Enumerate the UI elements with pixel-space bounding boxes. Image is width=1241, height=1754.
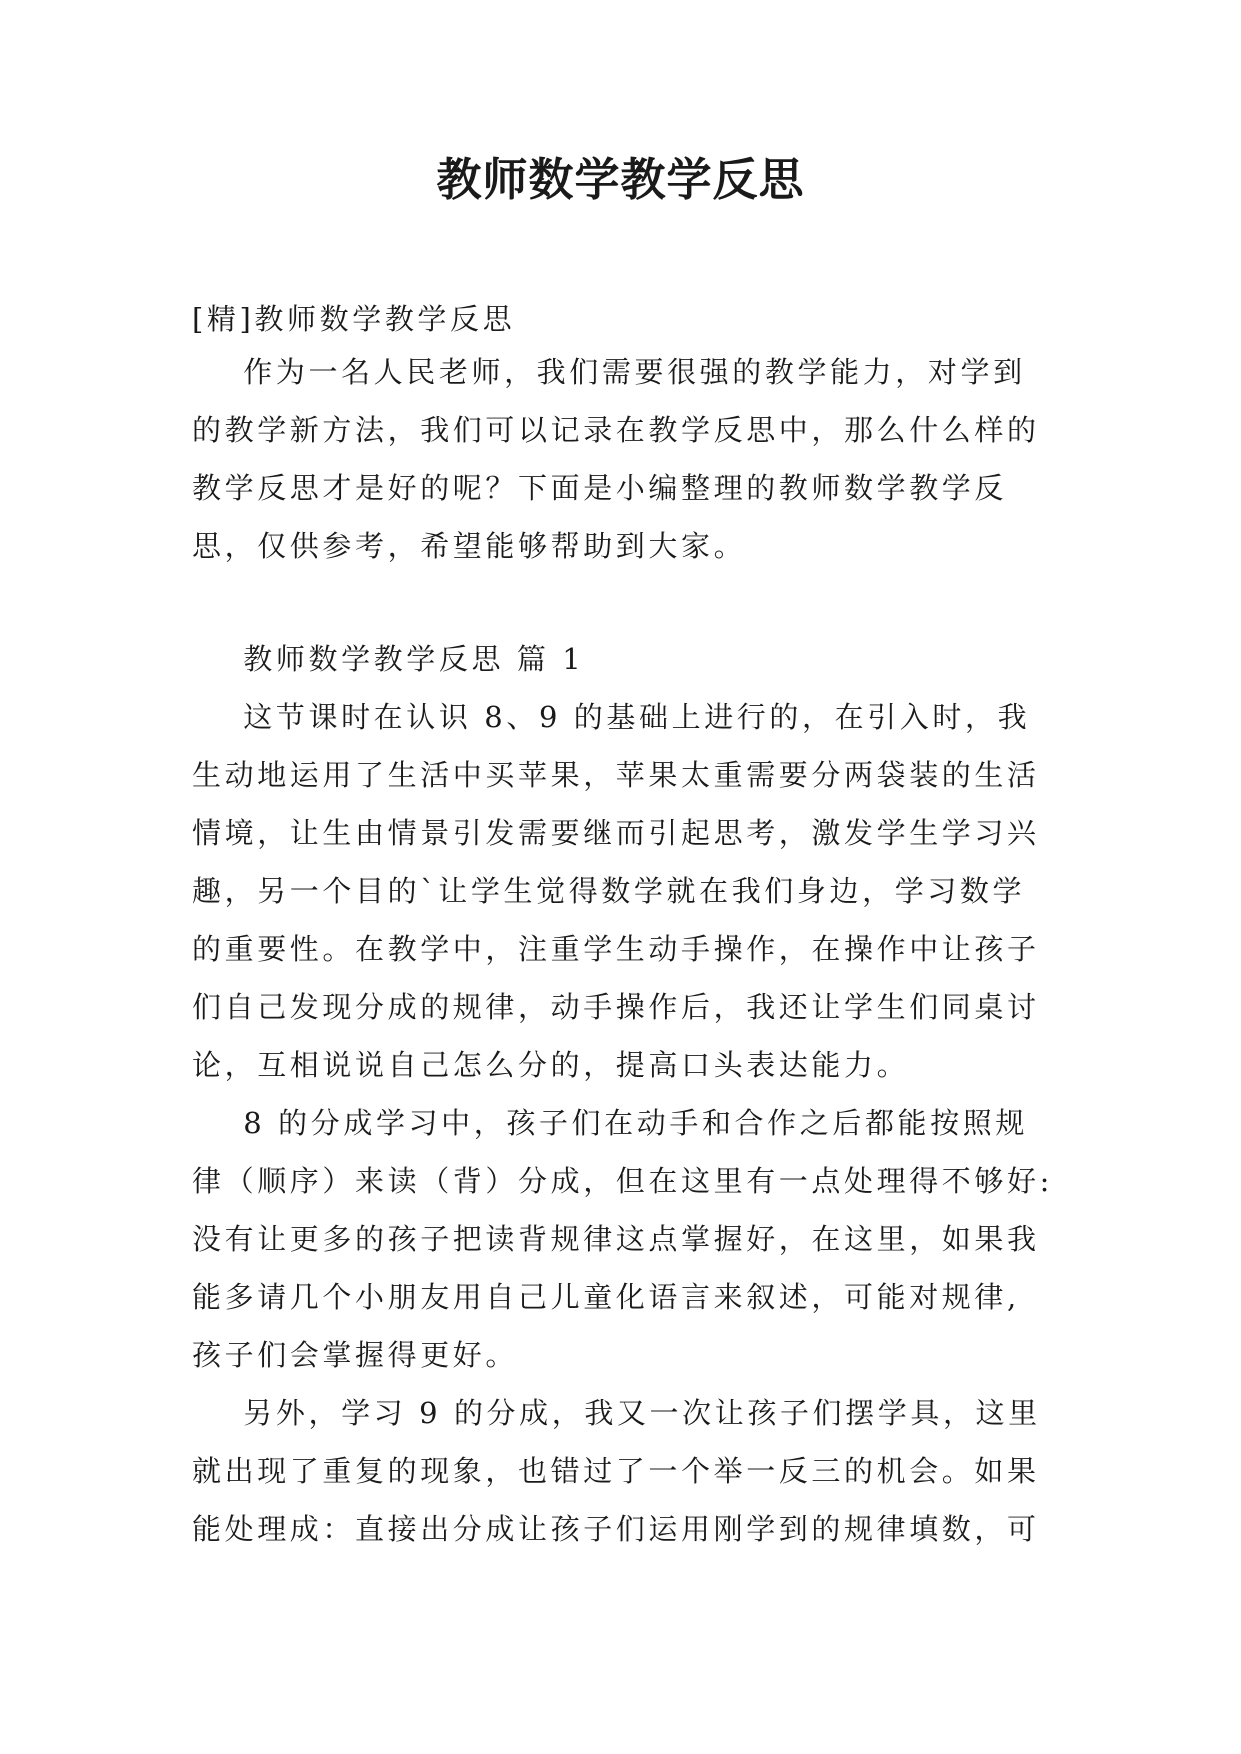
section-heading: 教师数学教学反思 篇 1 [192,642,585,676]
section-body [192,630,1053,1558]
subtitle-line: [精]教师数学教学反思 [192,302,516,336]
intro-paragraph [192,343,1048,575]
intro-line: 思，仅供参考，希望能够帮助到大家。 [192,529,747,563]
intro-line: 作为一名人民老师，我们需要很强的教学能力，对学到 [192,355,1026,389]
body-line: 生动地运用了生活中买苹果，苹果太重需要分两袋装的生活 [192,758,1040,792]
body-line: 没有让更多的孩子把读背规律这点掌握好，在这里，如果我 [192,1222,1040,1256]
body-line: 趣，另一个目的`让学生觉得数学就在我们身边，学习数学 [192,874,1026,908]
body-line: 律（顺序）来读（背）分成，但在这里有一点处理得不够好: [192,1164,1053,1198]
body-line: 论，互相说说自己怎么分的，提高口头表达能力。 [192,1048,910,1082]
body-line: 就出现了重复的现象，也错过了一个举一反三的机会。如果 [192,1454,1040,1488]
intro-line: 教学反思才是好的呢？下面是小编整理的教师数学教学反 [192,471,1008,505]
document-subtitle [192,290,1048,348]
document-title: 教师数学教学反思 [436,153,805,206]
body-line: 的重要性。在教学中，注重学生动手操作，在操作中让孩子 [192,932,1040,966]
body-line: 们自己发现分成的规律，动手操作后，我还让学生们同桌讨 [192,990,1040,1024]
intro-line: 的教学新方法，我们可以记录在教学反思中，那么什么样的 [192,413,1040,447]
body-line: 能多请几个小朋友用自己儿童化语言来叙述，可能对规律, [192,1280,1020,1314]
body-line: 这节课时在认识 8、9 的基础上进行的，在引入时，我 [192,700,1031,734]
body-line: 孩子们会掌握得更好。 [192,1338,519,1372]
body-line: 8 的分成学习中，孩子们在动手和合作之后都能按照规 [192,1106,1028,1140]
body-line: 另外，学习 9 的分成，我又一次让孩子们摆学具，这里 [192,1396,1041,1430]
body-line: 情境，让生由情景引发需要继而引起思考，激发学生学习兴 [192,816,1040,850]
body-line: 能处理成：直接出分成让孩子们运用刚学到的规律填数，可 [192,1512,1040,1546]
